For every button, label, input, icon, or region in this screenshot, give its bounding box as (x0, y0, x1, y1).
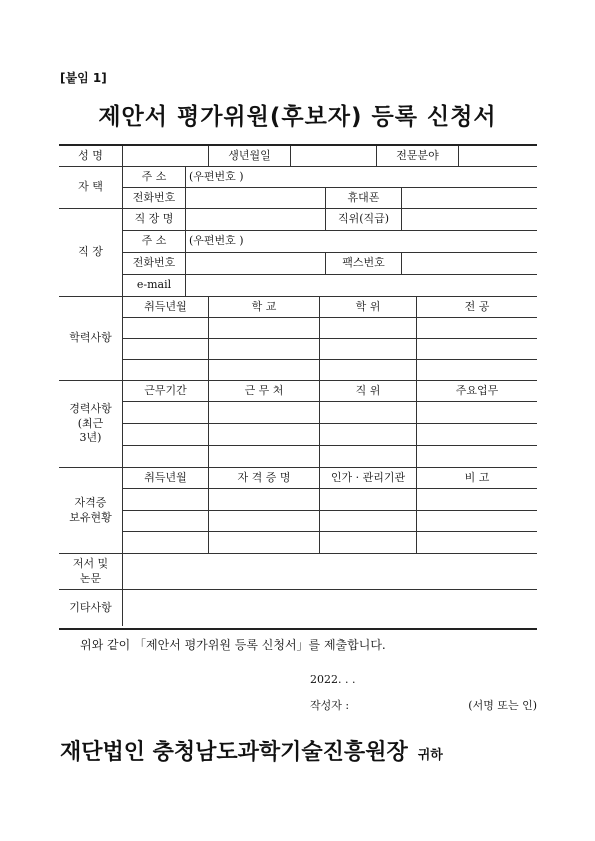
career-cell[interactable] (417, 402, 537, 424)
license-cell[interactable] (123, 532, 209, 554)
edu-cell[interactable] (320, 318, 417, 339)
home-address-field[interactable]: (우편번호 ) (186, 167, 537, 188)
work-phone-label: 전화번호 (123, 253, 186, 275)
license-cell[interactable] (123, 511, 209, 532)
home-phone-field[interactable] (186, 188, 326, 209)
edu-cell[interactable] (417, 318, 537, 339)
papers-label (59, 554, 123, 590)
license-label-line: 보유현황 (69, 510, 112, 524)
career-header-employer: 근 무 처 (209, 381, 320, 402)
field-field[interactable] (459, 146, 537, 167)
edu-header-date: 취득년월 (123, 297, 209, 318)
career-cell[interactable] (320, 424, 417, 446)
career-cell[interactable] (417, 424, 537, 446)
edu-cell[interactable] (123, 318, 209, 339)
birth-label: 생년월일 (209, 146, 291, 167)
seal-label[interactable]: (서명 또는 인) (468, 699, 537, 712)
license-cell[interactable] (320, 489, 417, 511)
fax-field[interactable] (402, 253, 537, 275)
addressee-name: 재단법인 충청남도과학기술진흥원장 (60, 740, 408, 765)
career-header-period: 근무기간 (123, 381, 209, 402)
license-cell[interactable] (417, 511, 537, 532)
career-label-line: 3년) (79, 431, 102, 445)
edu-cell[interactable] (209, 339, 320, 360)
license-header-remarks: 비 고 (417, 468, 537, 489)
license-label-line: 자격증 (74, 495, 107, 509)
career-cell[interactable] (209, 424, 320, 446)
fax-label: 팩스번호 (326, 253, 402, 275)
license-cell[interactable] (320, 532, 417, 554)
license-cell[interactable] (209, 511, 320, 532)
edu-header-degree: 학 위 (320, 297, 417, 318)
applicant-label: 작성자 : (310, 699, 350, 712)
license-cell[interactable] (417, 489, 537, 511)
birth-field[interactable] (291, 146, 377, 167)
license-cell[interactable] (209, 489, 320, 511)
career-header-position: 직 위 (320, 381, 417, 402)
edu-cell[interactable] (417, 339, 537, 360)
submission-statement: 위와 같이 「제안서 평가위원 등록 신청서」를 제출합니다. (80, 638, 386, 652)
signature-line (310, 697, 537, 713)
position-field[interactable] (402, 209, 537, 231)
license-cell[interactable] (320, 511, 417, 532)
home-label: 자 택 (59, 167, 123, 209)
career-cell[interactable] (209, 402, 320, 424)
position-label: 직위(직급) (326, 209, 402, 231)
edu-cell[interactable] (320, 360, 417, 381)
others-field[interactable] (123, 590, 537, 626)
career-cell[interactable] (320, 402, 417, 424)
edu-header-school: 학 교 (209, 297, 320, 318)
edu-cell[interactable] (209, 318, 320, 339)
mobile-label: 휴대폰 (326, 188, 402, 209)
work-address-field[interactable]: (우편번호 ) (186, 231, 537, 253)
email-field[interactable] (186, 275, 537, 297)
edu-cell[interactable] (320, 339, 417, 360)
papers-label-line: 저서 및 (72, 556, 109, 570)
license-cell[interactable] (123, 489, 209, 511)
work-address-label: 주 소 (123, 231, 186, 253)
papers-field[interactable] (123, 554, 537, 590)
education-label: 학력사항 (59, 297, 123, 381)
career-header-duties: 주요업무 (417, 381, 537, 402)
career-label (59, 381, 123, 468)
license-header-agency: 인가 · 관리기관 (320, 468, 417, 489)
edu-cell[interactable] (123, 339, 209, 360)
application-form (59, 144, 537, 630)
others-label: 기타사항 (59, 590, 123, 626)
name-label: 성 명 (59, 146, 123, 167)
license-label (59, 468, 123, 554)
edu-cell[interactable] (123, 360, 209, 381)
license-cell[interactable] (209, 532, 320, 554)
career-cell[interactable] (417, 446, 537, 468)
home-address-label: 주 소 (123, 167, 186, 188)
career-cell[interactable] (209, 446, 320, 468)
addressee (60, 735, 443, 766)
addressee-suffix: 귀하 (417, 748, 443, 763)
attachment-label: [붙임 1] (60, 71, 107, 85)
mobile-field[interactable] (402, 188, 537, 209)
email-label: e-mail (123, 275, 186, 297)
career-cell[interactable] (123, 402, 209, 424)
career-cell[interactable] (123, 446, 209, 468)
home-phone-label: 전화번호 (123, 188, 186, 209)
license-header-date: 취득년월 (123, 468, 209, 489)
career-label-line: (최근 (77, 416, 104, 430)
workplace-label: 직 장 명 (123, 209, 186, 231)
work-phone-field[interactable] (186, 253, 326, 275)
workplace-field[interactable] (186, 209, 326, 231)
submission-date[interactable]: 2022. . . (310, 673, 356, 686)
papers-label-line: 논문 (79, 571, 102, 585)
license-header-name: 자 격 증 명 (209, 468, 320, 489)
edu-cell[interactable] (417, 360, 537, 381)
name-field[interactable] (123, 146, 209, 167)
page-title: 제안서 평가위원(후보자) 등록 신청서 (98, 104, 497, 130)
work-label: 직 장 (59, 209, 123, 297)
edu-cell[interactable] (209, 360, 320, 381)
career-label-line: 경력사항 (69, 401, 112, 415)
edu-header-major: 전 공 (417, 297, 537, 318)
license-cell[interactable] (417, 532, 537, 554)
field-label: 전문분야 (377, 146, 459, 167)
career-cell[interactable] (123, 424, 209, 446)
career-cell[interactable] (320, 446, 417, 468)
